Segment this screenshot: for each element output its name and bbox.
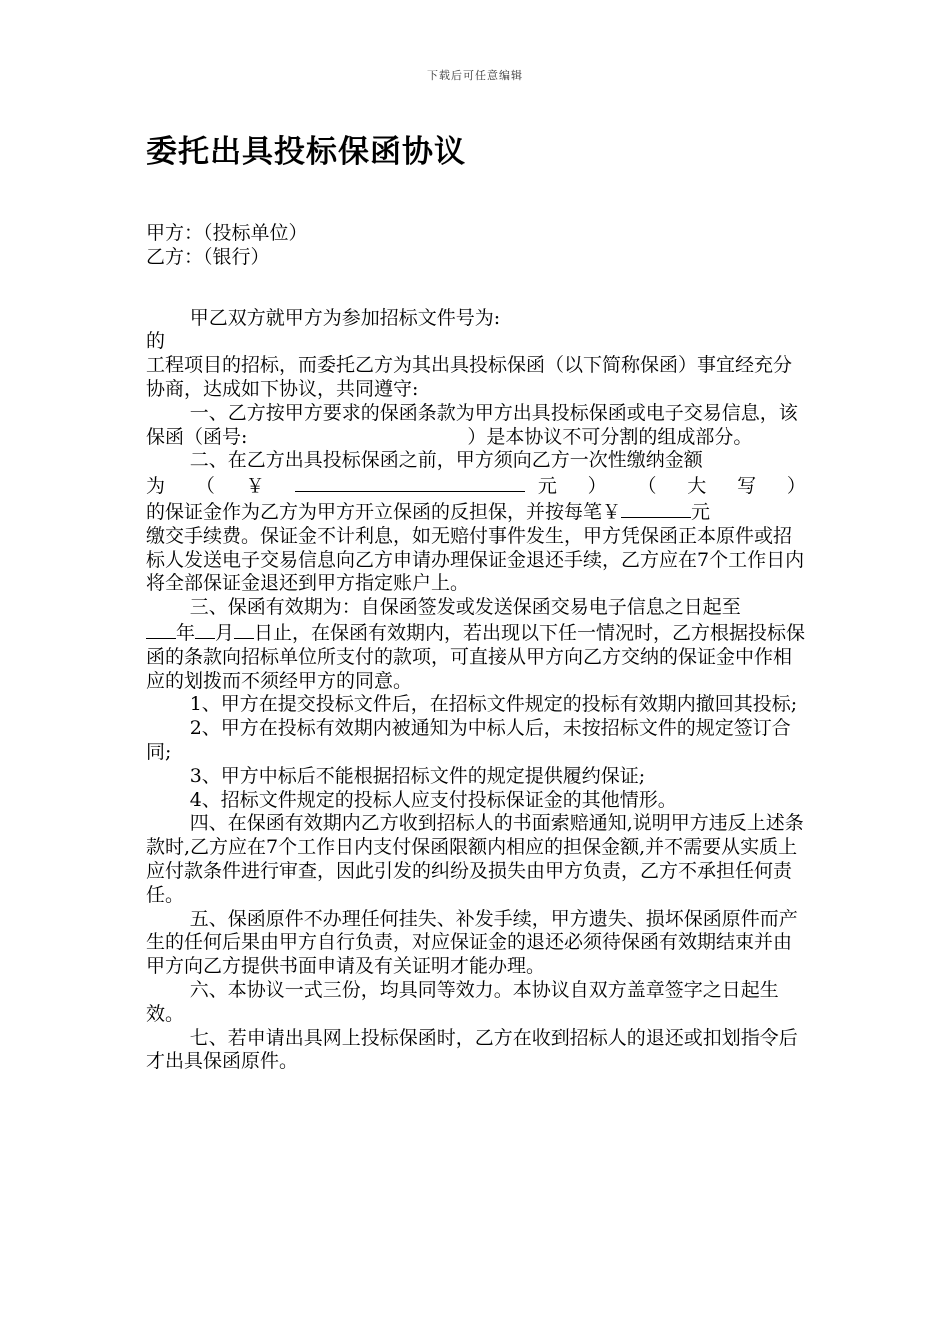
clause-2-text-c2: 元 (691, 500, 711, 523)
party-a-line: 甲方：（投标单位） (146, 222, 308, 244)
clause-2-paren-open-2: （ (637, 475, 669, 498)
spacer (146, 270, 806, 307)
clause-4: 四、在保函有效期内乙方收到招标人的书面索赔通知,说明甲方违反上述条款时,乙方应在7个工作日内支付保函限额内相应的担保金额,并不需要从实质上应付款条件进行审查，因此引发的纠纷及损失由甲方负责，乙方不承担任何责任。 (146, 812, 804, 906)
yuan-symbol: ￥ (245, 475, 278, 498)
list-item-1: 1、甲方在提交投标文件后，在招标文件规定的投标有效期内撤回其投标; (189, 693, 798, 716)
header-note: 下载后可任意编辑 (427, 69, 523, 82)
clause-2-amount-line (146, 473, 806, 499)
clause-2-wei: 为 (146, 475, 178, 498)
clause-2-yuan: 元 (525, 475, 570, 498)
day-blank (234, 620, 254, 639)
clause-3-year: 年 (176, 621, 196, 644)
list-item-2: 2、甲方在投标有效期内被通知为中标人后，未按招标文件的规定签订合同; (146, 717, 791, 763)
amount-blank (295, 473, 525, 492)
intro-line-1: 甲乙双方就甲方为参加招标文件号为: (189, 306, 501, 329)
document-title: 委托出具投标保函协议 (146, 134, 466, 170)
document-body (146, 222, 806, 1074)
year-blank (146, 620, 176, 639)
clause-3-line-1: 三、保函有效期为：自保函签发或发送保函交易电子信息之日起至 (189, 596, 741, 619)
party-b-line: 乙方：（银行） (146, 245, 270, 268)
clause-3-rest (146, 620, 806, 693)
clause-2-paren-open: （ (195, 475, 228, 498)
clause-2-rest: 缴交手续费。保证金不计利息，如无赔付事件发生，甲方凭保函正本原件或招标人发送电子交易信息向乙方申请办理保证金退还手续，乙方应在7个工作日内将全部保证金退还到甲方指定账户上。 (146, 524, 805, 595)
list-item-3: 3、甲方中标后不能根据招标文件的规定提供履约保证; (189, 764, 646, 787)
fee-blank (621, 499, 691, 518)
clause-2-line-1: 二、在乙方出具投标保函之前，甲方须向乙方一次性缴纳金额 (189, 449, 703, 472)
clause-2-da: 大 (687, 475, 719, 498)
clause-2-text-c: 的保证金作为乙方为甲方开立保函的反担保，并按每笔￥ (146, 500, 622, 523)
clause-1 (146, 402, 806, 450)
clause-3-month: 月 (215, 621, 235, 644)
clause-3-text-b: 日止，在保函有效期内，若出现以下任一情况时，乙方根据投标保函的条款向招标单位所支付的款项，可直接从甲方向乙方交纳的保证金中作相应的划拨而不须经甲方的同意。 (146, 621, 806, 692)
intro-line-2: 的 (146, 330, 166, 353)
clause-2-paren-close: ） (587, 475, 620, 498)
clause-1-text-a: 一、乙方按甲方要求的保函条款为甲方出具投标保函或电子交易信息，该保函（函号: (146, 401, 798, 448)
clause-2-line-3 (146, 499, 806, 525)
intro-paragraph: 工程项目的招标，而委托乙方为其出具投标保函（以下简称保函）事宜经充分协商，达成如下协议，共同遵守: (146, 354, 793, 400)
clause-5: 五、保函原件不办理任何挂失、补发手续，甲方遗失、损坏保函原件而产生的任何后果由甲方自行负责，对应保证金的退还必须待保函有效期结束并由甲方向乙方提供书面申请及有关证明才能办理。 (146, 907, 798, 978)
clause-1-text-b: ）是本协议不可分割的组成部分。 (467, 425, 753, 448)
month-blank (195, 620, 215, 639)
clause-2-paren-close-2: ） (786, 475, 806, 498)
list-item-4: 4、招标文件规定的投标人应支付投标保证金的其他情形。 (189, 788, 677, 811)
clause-6: 六、本协议一式三份，均具同等效力。本协议自双方盖章签字之日起生效。 (146, 978, 779, 1025)
clause-7: 七、若申请出具网上投标保函时，乙方在收到招标人的退还或扣划指令后才出具保函原件。 (146, 1026, 798, 1073)
clause-2-xie: 写 (737, 475, 769, 498)
